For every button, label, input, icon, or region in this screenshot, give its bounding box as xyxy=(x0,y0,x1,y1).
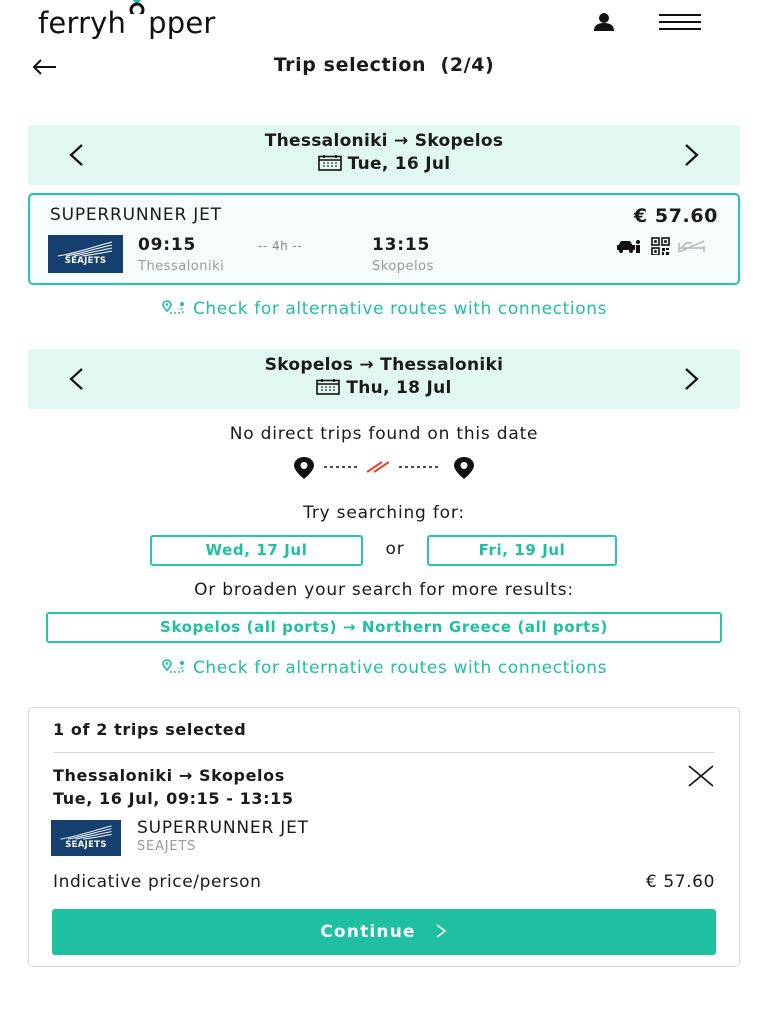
page-title xyxy=(0,54,768,76)
remove-trip-close-icon[interactable] xyxy=(687,764,715,788)
next-date-chevron-icon[interactable] xyxy=(676,363,706,398)
outbound-alternative-routes-link[interactable] xyxy=(0,299,768,319)
logo-pin-icon xyxy=(126,6,148,40)
calendar-icon xyxy=(316,379,340,395)
next-date-chevron-icon[interactable] xyxy=(676,139,706,174)
step-indicator: (2/4) xyxy=(440,54,495,76)
summary-price: € 57.60 xyxy=(645,872,715,892)
trip-price: € 57.60 xyxy=(633,205,718,227)
summary-divider xyxy=(53,752,715,753)
return-date xyxy=(28,378,740,398)
ferryhopper-logo[interactable] xyxy=(38,6,216,40)
operator-logo-text: SEAJETS xyxy=(64,256,107,266)
broken-route-icon xyxy=(290,455,480,481)
departure-port: Thessaloniki xyxy=(138,259,225,274)
price-label: Indicative price/person xyxy=(53,872,262,892)
alt-date-button-1[interactable]: Wed, 17 Jul xyxy=(150,535,363,566)
user-account-icon[interactable] xyxy=(592,12,616,32)
departure-time: 09:15 xyxy=(138,235,197,255)
logo-text-end: pper xyxy=(148,6,216,40)
selection-summary-card xyxy=(28,707,740,967)
route-connections-icon xyxy=(161,658,187,674)
outbound-date xyxy=(28,154,740,174)
cabin-icon xyxy=(679,241,704,252)
page-title-text: Trip selection xyxy=(273,54,427,76)
operator-logo-text: SEAJETS xyxy=(65,840,107,850)
map-pin-icon xyxy=(294,457,314,479)
arrival-time: 13:15 xyxy=(372,235,431,255)
outbound-route: Thessaloniki → Skopelos xyxy=(264,131,504,151)
summary-route: Thessaloniki → Skopelos xyxy=(53,766,285,785)
summary-datetime: Tue, 16 Jul, 09:15 - 13:15 xyxy=(53,789,294,808)
amenities-icons xyxy=(616,237,720,255)
chevron-right-icon xyxy=(434,922,448,942)
broaden-search-button[interactable]: Skopelos (all ports) → Northern Greece (all ports) xyxy=(46,612,722,643)
selection-count: 1 of 2 trips selected xyxy=(53,720,247,739)
seajets-logo xyxy=(48,235,123,273)
or-label: or xyxy=(385,539,405,559)
qr-code-icon xyxy=(652,238,669,255)
calendar-icon xyxy=(318,155,342,171)
route-connections-icon xyxy=(161,299,187,315)
return-route-header xyxy=(28,349,740,409)
summary-vessel: SUPERRUNNER JET xyxy=(137,818,309,838)
alt-routes-text: Check for alternative routes with connections xyxy=(192,299,608,319)
outbound-trip-card[interactable] xyxy=(28,193,740,285)
continue-button[interactable] xyxy=(52,909,716,955)
return-route: Skopelos → Thessaloniki xyxy=(264,355,504,375)
alt-date-button-2[interactable]: Fri, 19 Jul xyxy=(427,535,617,566)
return-alternative-routes-link[interactable] xyxy=(0,658,768,678)
no-trips-message: No direct trips found on this date xyxy=(229,424,539,444)
return-date-text: Thu, 18 Jul xyxy=(346,378,452,398)
trip-duration: -- 4h -- xyxy=(258,239,303,253)
map-pin-icon xyxy=(454,457,474,479)
continue-label: Continue xyxy=(320,922,416,942)
outbound-date-text: Tue, 16 Jul xyxy=(347,154,451,174)
broaden-search-label: Or broaden your search for more results: xyxy=(194,580,574,600)
outbound-route-header xyxy=(28,125,740,185)
logo-text-start: ferryh xyxy=(38,6,127,40)
hamburger-menu-icon[interactable] xyxy=(659,14,701,32)
try-searching-label: Try searching for: xyxy=(303,503,465,523)
seajets-logo xyxy=(51,820,121,856)
summary-operator: SEAJETS xyxy=(137,839,197,854)
vessel-name: SUPERRUNNER JET xyxy=(50,205,222,225)
vehicle-icon xyxy=(617,240,640,253)
alt-routes-text: Check for alternative routes with connections xyxy=(192,658,608,678)
arrival-port: Skopelos xyxy=(372,259,434,274)
